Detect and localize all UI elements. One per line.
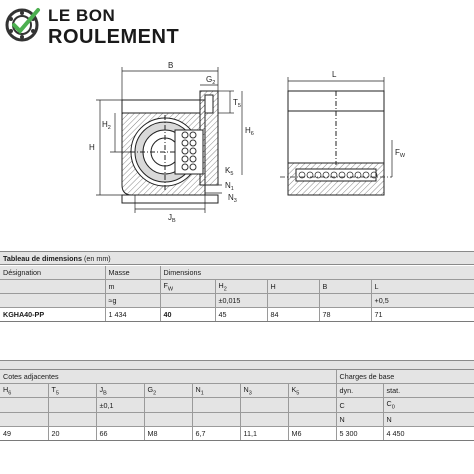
header-cell bbox=[267, 294, 319, 308]
header-cell: +0,5 bbox=[371, 294, 474, 308]
header-cell bbox=[144, 398, 192, 412]
dimensions-table bbox=[0, 266, 474, 322]
table-cell: 40 bbox=[160, 308, 215, 322]
table-cell: 71 bbox=[371, 308, 474, 322]
header-cell bbox=[240, 412, 288, 426]
header-cell: N bbox=[336, 412, 383, 426]
table-cell: 4 450 bbox=[383, 426, 474, 440]
header-cell: B bbox=[319, 280, 371, 294]
header-cell: $H_6$ bbox=[0, 384, 48, 398]
dim-label-H6: $H_6$ bbox=[245, 126, 254, 137]
header-cell: ±0,015 bbox=[215, 294, 267, 308]
header-cell: Cotes adjacentes bbox=[0, 370, 336, 384]
dim-label-L: L bbox=[332, 70, 337, 79]
header-cell: ≈g bbox=[105, 294, 160, 308]
dim-label-H: H bbox=[89, 143, 95, 152]
bearing-check-icon bbox=[4, 4, 44, 44]
brand-logo[interactable] bbox=[4, 4, 204, 50]
table-cell: 20 bbox=[48, 426, 96, 440]
table-cell: 1 434 bbox=[105, 308, 160, 322]
header-cell bbox=[319, 294, 371, 308]
front-view bbox=[122, 91, 218, 203]
table1-header-row3 bbox=[0, 294, 474, 308]
header-cell bbox=[288, 398, 336, 412]
side-view bbox=[280, 91, 392, 195]
table-row bbox=[0, 426, 474, 440]
header-cell bbox=[48, 398, 96, 412]
adjacent-dimensions-table bbox=[0, 370, 474, 441]
table2-top-bar bbox=[0, 360, 474, 370]
header-cell: $C_0$ bbox=[383, 398, 474, 412]
header-cell: C bbox=[336, 398, 383, 412]
logo-line-2: ROULEMENT bbox=[48, 26, 180, 48]
header-cell: $N_1$ bbox=[192, 384, 240, 398]
table1-header-row2 bbox=[0, 280, 474, 294]
dim-label-H2: $H_2$ bbox=[102, 120, 111, 131]
header-cell bbox=[192, 412, 240, 426]
table1-header-row1 bbox=[0, 266, 474, 280]
dim-label-G2: $G_2$ bbox=[206, 75, 216, 86]
header-cell bbox=[144, 412, 192, 426]
header-cell: ±0,1 bbox=[96, 398, 144, 412]
logo-line-1: LE BON bbox=[48, 6, 116, 25]
header-cell: Désignation bbox=[0, 266, 105, 280]
dim-label-K5: $K_5$ bbox=[225, 166, 234, 177]
header-cell: dyn. bbox=[336, 384, 383, 398]
table-cell: 49 bbox=[0, 426, 48, 440]
table-cell: M8 bbox=[144, 426, 192, 440]
table-cell: 66 bbox=[96, 426, 144, 440]
header-cell: $J_B$ bbox=[96, 384, 144, 398]
designation-cell: KGHA40-PP bbox=[0, 308, 105, 322]
header-cell: stat. bbox=[383, 384, 474, 398]
header-cell: $N_3$ bbox=[240, 384, 288, 398]
header-cell: L bbox=[371, 280, 474, 294]
header-cell: $G_2$ bbox=[144, 384, 192, 398]
header-cell: $K_5$ bbox=[288, 384, 336, 398]
header-cell: H bbox=[267, 280, 319, 294]
table-cell: 6,7 bbox=[192, 426, 240, 440]
header-cell: $F_W$ bbox=[160, 280, 215, 294]
header-cell bbox=[48, 412, 96, 426]
header-cell bbox=[192, 398, 240, 412]
header-cell: Dimensions bbox=[160, 266, 474, 280]
dim-label-JB: $J_B$ bbox=[168, 213, 176, 224]
table2-header-row4 bbox=[0, 412, 474, 426]
header-cell bbox=[0, 294, 105, 308]
dim-label-T5: $T_5$ bbox=[233, 98, 241, 109]
header-cell bbox=[0, 412, 48, 426]
dim-label-Fw: $F_W$ bbox=[395, 148, 406, 159]
table1-title: Tableau de dimensions (en mm) bbox=[0, 251, 474, 265]
header-cell: $H_2$ bbox=[215, 280, 267, 294]
table-row bbox=[0, 308, 474, 322]
table2-header-row3 bbox=[0, 398, 474, 412]
table-cell: 78 bbox=[319, 308, 371, 322]
header-cell bbox=[160, 294, 215, 308]
header-cell: m bbox=[105, 280, 160, 294]
table-cell: M6 bbox=[288, 426, 336, 440]
header-cell bbox=[288, 412, 336, 426]
header-cell bbox=[0, 280, 105, 294]
header-cell: N bbox=[383, 412, 474, 426]
header-cell bbox=[240, 398, 288, 412]
table-cell: 84 bbox=[267, 308, 319, 322]
technical-drawing bbox=[0, 55, 474, 245]
table2-header-row1 bbox=[0, 370, 474, 384]
header-cell bbox=[0, 398, 48, 412]
dim-label-N1: $N_1$ bbox=[225, 181, 234, 192]
table-cell: 11,1 bbox=[240, 426, 288, 440]
header-cell: Charges de base bbox=[336, 370, 474, 384]
dim-label-N3: $N_3$ bbox=[228, 193, 237, 204]
dim-label-B: B bbox=[168, 61, 174, 70]
table2-header-row2 bbox=[0, 384, 474, 398]
table-cell: 45 bbox=[215, 308, 267, 322]
header-cell: $T_5$ bbox=[48, 384, 96, 398]
header-cell: Masse bbox=[105, 266, 160, 280]
table-cell: 5 300 bbox=[336, 426, 383, 440]
header-cell bbox=[96, 412, 144, 426]
